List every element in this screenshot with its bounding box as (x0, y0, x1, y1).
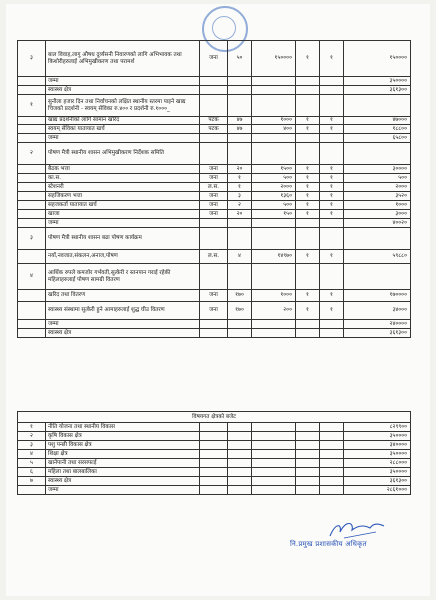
cell-sn: ४ (18, 264, 46, 290)
cell-total: ३४०००० (344, 441, 411, 450)
cell-unit (200, 264, 228, 290)
table-row (18, 183, 411, 192)
cell-rate (252, 450, 296, 459)
cell-desc: जम्मा (46, 219, 200, 228)
cell-rate (252, 423, 296, 432)
cell-times (296, 441, 320, 450)
cell-count (320, 320, 344, 329)
cell-unit: जना (200, 165, 228, 174)
cell-qty (228, 143, 252, 165)
cell-rate: २०० (252, 302, 296, 320)
cell-rate (252, 486, 296, 495)
cell-count (320, 477, 344, 486)
cell-rate (252, 477, 296, 486)
cell-rate: २००० (252, 183, 296, 192)
cell-total (344, 95, 411, 117)
cell-sn: ७ (18, 477, 46, 486)
cell-count (320, 329, 344, 338)
cell-total: ३५२० (344, 192, 411, 201)
cell-total: २४०००० (344, 320, 411, 329)
cell-qty: १७० (228, 302, 252, 320)
cell-count: १ (320, 250, 344, 264)
cell-sn (18, 486, 46, 495)
cell-count (320, 486, 344, 495)
cell-count (320, 264, 344, 290)
cell-qty (228, 228, 252, 250)
cell-total: १५०००० (344, 41, 411, 77)
cell-times (296, 432, 320, 441)
table-row (18, 143, 411, 165)
table-row (18, 432, 411, 441)
cell-times: १ (296, 41, 320, 77)
cell-rate: १३६० (252, 192, 296, 201)
cell-times (296, 264, 320, 290)
cell-count: १ (320, 183, 344, 192)
cell-sn (18, 219, 46, 228)
cell-times (296, 143, 320, 165)
cell-sn: १ (18, 95, 46, 117)
cell-times (296, 228, 320, 250)
cell-total: ३०००० (344, 165, 411, 174)
cell-qty: ४७ (228, 117, 252, 125)
cell-total: ३५०००० (344, 77, 411, 86)
cell-rate (252, 134, 296, 143)
cell-total: ८२९९०० (344, 423, 411, 432)
table-row (18, 134, 411, 143)
cell-sn (18, 125, 46, 134)
signature (326, 518, 386, 542)
cell-total: १८८०० (344, 125, 411, 134)
cell-total: २८६१००० (344, 486, 411, 495)
cell-count: १ (320, 192, 344, 201)
cell-total (344, 264, 411, 290)
table-row (18, 228, 411, 250)
cell-desc: स्टेशनरी (46, 183, 200, 192)
cell-unit: ल.स. (200, 250, 228, 264)
cell-unit: पटक (200, 117, 228, 125)
cell-times (296, 486, 320, 495)
cell-count: १ (320, 165, 344, 174)
cell-unit (200, 143, 228, 165)
cell-rate: १५०००० (252, 41, 296, 77)
cell-times: १ (296, 117, 320, 125)
cell-sn: ५ (18, 459, 46, 468)
cell-times: १ (296, 250, 320, 264)
cell-count (320, 77, 344, 86)
cell-times: १ (296, 174, 320, 183)
cell-times: १ (296, 201, 320, 210)
table-row (18, 219, 411, 228)
cell-rate (252, 143, 296, 165)
table-row (18, 264, 411, 290)
cell-desc: पशु पन्छी विकास क्षेत्र (46, 441, 200, 450)
cell-times: १ (296, 165, 320, 174)
cell-sn (18, 86, 46, 95)
cell-count: १ (320, 41, 344, 77)
cell-rate (252, 320, 296, 329)
cell-total: ३६१३०० (344, 86, 411, 95)
cell-qty (228, 450, 252, 459)
cell-times (296, 134, 320, 143)
cell-count (320, 423, 344, 432)
cell-sn (18, 134, 46, 143)
cell-total: ४७००० (344, 117, 411, 125)
cell-total: ३४००० (344, 302, 411, 320)
cell-rate (252, 77, 296, 86)
budget-table (17, 40, 411, 338)
cell-rate (252, 86, 296, 95)
cell-unit (200, 86, 228, 95)
cell-sn: १ (18, 423, 46, 432)
cell-unit (200, 320, 228, 329)
cell-qty: २० (228, 165, 252, 174)
cell-unit (200, 486, 228, 495)
cell-unit (200, 329, 228, 338)
cell-sn: ६ (18, 468, 46, 477)
cell-total (344, 228, 411, 250)
sector-budget-table (17, 411, 411, 495)
cell-times (296, 477, 320, 486)
cell-qty (228, 423, 252, 432)
cell-sn (18, 290, 46, 302)
cell-rate: ४०० (252, 125, 296, 134)
cell-count (320, 228, 344, 250)
cell-desc: पोषण मैत्री स्थानीय शासन अभिमुखीकरण निर्देशक समिति (46, 143, 200, 165)
cell-desc: सुनौला हजार दिन तथा निर्वाचनको लक्षित स्थानीय स्तरमा पाइने खाद्य चिजको प्रदर्शनी - स्वयम् सेविका रु.४०० र प्रदर्शनी रु.१०००_ (46, 95, 200, 117)
cell-times (296, 459, 320, 468)
cell-total: ३६१३०० (344, 477, 411, 486)
cell-desc: कृषि विकास क्षेत्र (46, 432, 200, 441)
table-row (18, 423, 411, 432)
cell-qty (228, 320, 252, 329)
cell-qty (228, 477, 252, 486)
cell-count (320, 134, 344, 143)
cell-total: २८८००० (344, 459, 411, 468)
cell-unit (200, 468, 228, 477)
cell-count (320, 143, 344, 165)
cell-desc: स्वास्थ्य क्षेत्र (46, 86, 200, 95)
cell-rate (252, 264, 296, 290)
cell-desc: खानेपानी तथा सरसफाई (46, 459, 200, 468)
cell-desc: सहजकर्ता यातायात खर्च (46, 201, 200, 210)
table-row (18, 117, 411, 125)
cell-unit: जना (200, 210, 228, 219)
cell-unit (200, 77, 228, 86)
table-row (18, 41, 411, 77)
cell-times: १ (296, 125, 320, 134)
cell-total: ३५०००० (344, 450, 411, 459)
cell-qty (228, 95, 252, 117)
cell-desc: स्वयम् सेविका यातायात खर्च (46, 125, 200, 134)
cell-qty: २ (228, 201, 252, 210)
cell-rate (252, 468, 296, 477)
cell-qty: १ (228, 174, 252, 183)
table-row (18, 210, 411, 219)
cell-total: ३६१३०० (344, 329, 411, 338)
table-row (18, 125, 411, 134)
cell-unit (200, 450, 228, 459)
table-row (18, 468, 411, 477)
cell-rate (252, 329, 296, 338)
cell-count: १ (320, 125, 344, 134)
cell-count (320, 219, 344, 228)
cell-unit (200, 432, 228, 441)
cell-qty (228, 486, 252, 495)
table-row (18, 302, 411, 320)
cell-sn (18, 201, 46, 210)
cell-rate: १५०० (252, 165, 296, 174)
cell-times: १ (296, 183, 320, 192)
cell-rate: १४९७० (252, 250, 296, 264)
cell-total: ५९८८० (344, 250, 411, 264)
cell-count: १ (320, 201, 344, 210)
cell-unit (200, 228, 228, 250)
table-row (18, 459, 411, 468)
table-row (18, 174, 411, 183)
table-row (18, 250, 411, 264)
cell-unit (200, 459, 228, 468)
cell-times: १ (296, 290, 320, 302)
cell-times (296, 86, 320, 95)
cell-total: ३५०००० (344, 468, 411, 477)
cell-unit: जना (200, 302, 228, 320)
cell-times (296, 77, 320, 86)
cell-rate: १००० (252, 290, 296, 302)
cell-qty (228, 86, 252, 95)
cell-rate (252, 219, 296, 228)
cell-rate (252, 228, 296, 250)
cell-rate (252, 432, 296, 441)
cell-times (296, 450, 320, 459)
cell-rate: ५०० (252, 201, 296, 210)
cell-desc: नीति योजना तथा स्थानीय विकास (46, 423, 200, 432)
cell-desc: जम्मा (46, 134, 200, 143)
cell-sn (18, 174, 46, 183)
sector-table-heading: विषयगत क्षेत्रको बजेट (18, 412, 411, 423)
cell-desc: बैठक भत्ता (46, 165, 200, 174)
cell-count (320, 459, 344, 468)
cell-count: १ (320, 174, 344, 183)
cell-unit (200, 134, 228, 143)
table-heading-row (18, 412, 411, 423)
cell-qty: ४ (228, 250, 252, 264)
cell-unit (200, 95, 228, 117)
table-row (18, 441, 411, 450)
cell-sn (18, 329, 46, 338)
table-row (18, 192, 411, 201)
table-row (18, 450, 411, 459)
cell-count: १ (320, 302, 344, 320)
cell-total: ४००२० (344, 219, 411, 228)
cell-desc: पोषण मैत्री स्थानीय शासन बढा पोषण कार्यक्रम (46, 228, 200, 250)
cell-count (320, 468, 344, 477)
cell-qty: ५० (228, 41, 252, 77)
cell-qty: ४७ (228, 125, 252, 134)
cell-total: ३५०००० (344, 432, 411, 441)
cell-qty (228, 459, 252, 468)
table-row (18, 329, 411, 338)
cell-times (296, 320, 320, 329)
cell-qty (228, 468, 252, 477)
cell-qty (228, 219, 252, 228)
cell-total: १००० (344, 201, 411, 210)
cell-desc: खाद्य प्रदर्शनीको लागि सामान खरिद (46, 117, 200, 125)
cell-count (320, 450, 344, 459)
cell-rate (252, 459, 296, 468)
cell-desc: बाल विवाह,लागु औषध दुर्व्यसनी निवारणको लागि अभिभावक तथा किशोरीहरुलाई अभिमुखीकरण तथा परामर्श (46, 41, 200, 77)
cell-total: १७०००० (344, 290, 411, 302)
cell-times (296, 329, 320, 338)
cell-rate (252, 441, 296, 450)
cell-sn (18, 250, 46, 264)
cell-qty: १७० (228, 290, 252, 302)
cell-count (320, 432, 344, 441)
cell-desc: स्वास्थ्य संस्थामा सुत्केरी हुने आमाहरुलाई शुद्ध घीउ वितरण (46, 302, 200, 320)
cell-rate (252, 95, 296, 117)
cell-total: ५०० (344, 174, 411, 183)
table-row (18, 77, 411, 86)
cell-sn: २ (18, 432, 46, 441)
table-row (18, 165, 411, 174)
officer-stamp: नि.प्रमुख प्रशासकीय अधिकृत (290, 540, 367, 548)
cell-qty (228, 77, 252, 86)
cell-unit: जना (200, 174, 228, 183)
cell-total: २००० (344, 183, 411, 192)
cell-qty (228, 264, 252, 290)
cell-desc: नयाँ,नवजात,संकलन,अनाज,पोषण (46, 250, 200, 264)
cell-rate: ५०० (252, 174, 296, 183)
cell-desc: स्वास्थ्य क्षेत्र (46, 477, 200, 486)
table-row (18, 290, 411, 302)
cell-rate: १५० (252, 210, 296, 219)
cell-times (296, 423, 320, 432)
cell-desc: जम्मा (46, 320, 200, 329)
cell-total (344, 143, 411, 165)
cell-unit: जना (200, 201, 228, 210)
cell-count (320, 86, 344, 95)
cell-qty: १ (228, 183, 252, 192)
cell-total: ६५८०० (344, 134, 411, 143)
cell-unit: जना (200, 41, 228, 77)
cell-qty (228, 441, 252, 450)
cell-unit (200, 219, 228, 228)
cell-count: १ (320, 210, 344, 219)
cell-times: १ (296, 192, 320, 201)
cell-sn (18, 210, 46, 219)
cell-qty: ३ (228, 192, 252, 201)
cell-count: १ (320, 117, 344, 125)
table-row (18, 86, 411, 95)
cell-sn (18, 183, 46, 192)
cell-sn (18, 302, 46, 320)
cell-times: १ (296, 302, 320, 320)
cell-qty: २० (228, 210, 252, 219)
table-row (18, 95, 411, 117)
cell-sn: ४ (18, 450, 46, 459)
cell-count: १ (320, 290, 344, 302)
cell-desc: शिक्षा क्षेत्र (46, 450, 200, 459)
cell-sn (18, 77, 46, 86)
cell-desc: जम्मा (46, 486, 200, 495)
cell-unit: जना (200, 192, 228, 201)
table-row (18, 320, 411, 329)
cell-desc: का.स. (46, 174, 200, 183)
cell-unit: ल.स. (200, 183, 228, 192)
cell-sn: २ (18, 143, 46, 165)
cell-desc: सहजिकरण भत्ता (46, 192, 200, 201)
cell-qty (228, 432, 252, 441)
cell-unit: पटक (200, 125, 228, 134)
cell-unit (200, 423, 228, 432)
cell-sn (18, 165, 46, 174)
cell-sn: ३ (18, 441, 46, 450)
table-row (18, 201, 411, 210)
cell-sn: ३ (18, 228, 46, 250)
cell-qty (228, 134, 252, 143)
cell-unit (200, 441, 228, 450)
cell-desc: महिला तथा बालबालिका (46, 468, 200, 477)
cell-times (296, 219, 320, 228)
cell-unit: जना (200, 290, 228, 302)
cell-desc: स्वास्थ्य क्षेत्र (46, 329, 200, 338)
cell-sn (18, 117, 46, 125)
cell-desc: खरिद तथा वितरण (46, 290, 200, 302)
cell-sn (18, 192, 46, 201)
cell-times: १ (296, 210, 320, 219)
cell-desc: आर्थिक रुपले कमजोर गर्भवती,सुत्केरी र स्तनपान गराई रहेकी महिलाहरुलाई पोषण सामग्री वितरण (46, 264, 200, 290)
cell-unit (200, 477, 228, 486)
cell-rate: १००० (252, 117, 296, 125)
cell-sn (18, 320, 46, 329)
cell-count (320, 95, 344, 117)
cell-sn: ३ (18, 41, 46, 77)
table-row (18, 477, 411, 486)
cell-qty (228, 329, 252, 338)
cell-desc: खाजा (46, 210, 200, 219)
cell-total: ३००० (344, 210, 411, 219)
cell-times (296, 95, 320, 117)
table-row (18, 486, 411, 495)
cell-count (320, 441, 344, 450)
cell-desc: जम्मा (46, 77, 200, 86)
cell-times (296, 468, 320, 477)
